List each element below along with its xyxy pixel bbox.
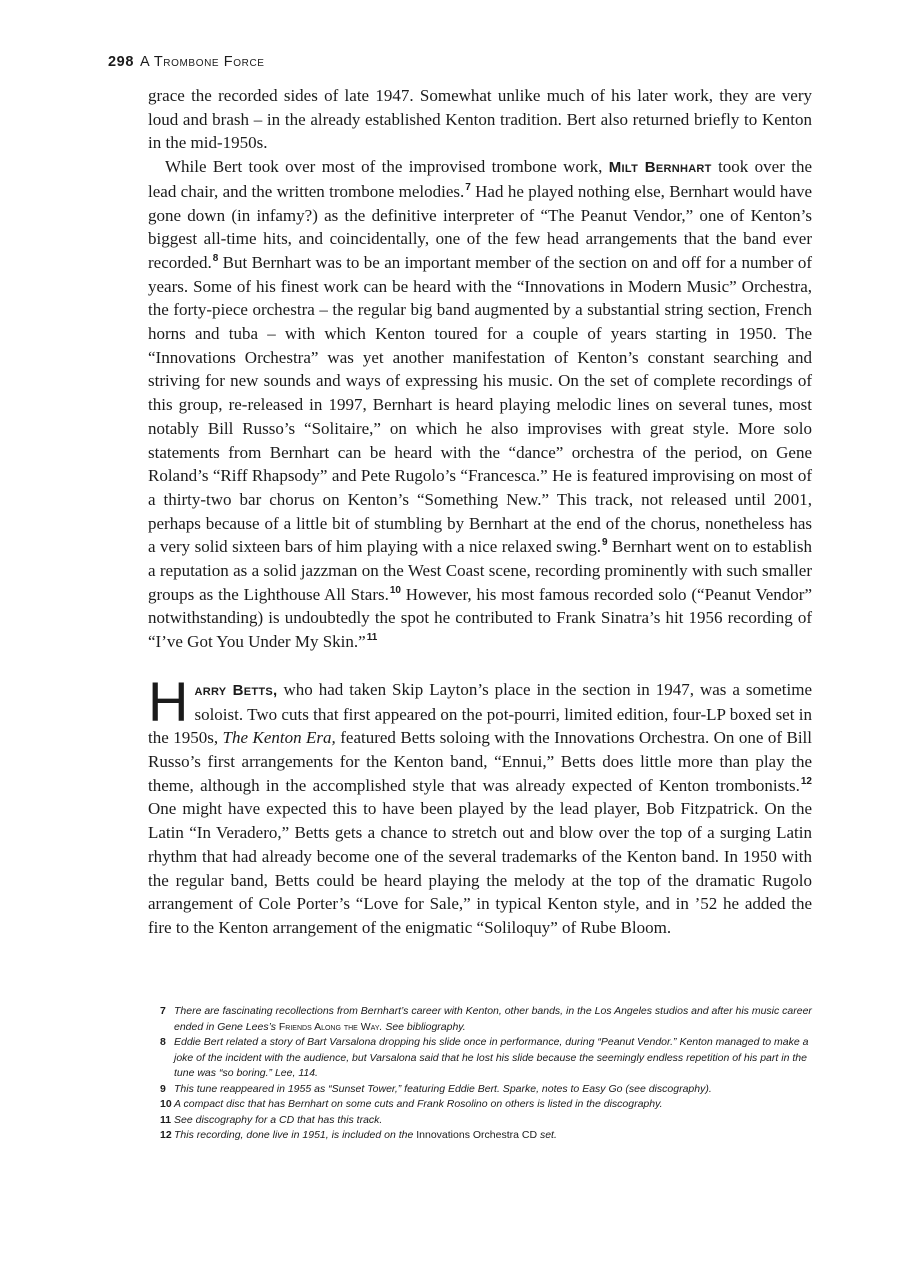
footnote-text: Eddie Bert related a story of Bart Varsalona dropping his slide once in performance, during “Peanut Vendor.” Kenton managed to make a joke of the incident with the audience, but Varsalona said that he lost his slide because the seemingly endless repetition of his part in the tune was “so boring.” Lee, 114.: [174, 1036, 809, 1079]
footnote-ref-9: 9: [602, 537, 608, 549]
cd-title-innovations-orchestra: Innovations Orchestra CD: [416, 1129, 538, 1141]
footnote-number: 7: [160, 1005, 166, 1017]
p2-text-4: But Bernhart was to be an important member of the section on and off for a number of years. Some of his finest work can be heard with the “Innovations in Modern Music” Orchestra, the forty-piece orchestra – the regular big band augmented by a substantial string section, French horns and tuba – with which Kenton toured for a couple of years starting in 1950. The “Innovations Orchestra” was yet another manifestation of Kenton’s constant searching and striving for new sounds and ways of expressing his music. On the set of complete recordings of this group, re-released in 1997, Bernhart is heard playing melodic lines on several tunes, most notably Bill Russo’s “Solitaire,” on which he also improvises with great style. More solo statements from Bernhart can be heard with the “dance” orchestra of the period, on Gene Roland’s “Riff Rhapsody” and Pete Rugolo’s “Francesca.” He is featured improvising on most of a thirty-two bar chorus on Kenton’s “Something New.” This track, not released until 2001, perhaps because of a little bit of stumbling by Bernhart at the end of the chorus, nonetheless has a very solid sixteen bars of him playing with a nice relaxed swing.: [148, 252, 812, 557]
footnote-ref-8: 8: [212, 252, 219, 264]
p2-text-2: took over the lead chair, and the written trombone melodies.: [148, 157, 812, 201]
footnote-text-part: This recording, done live in 1951, is included on the: [174, 1129, 417, 1141]
footnote-9: [160, 1082, 812, 1098]
paragraph-2: [148, 155, 812, 654]
p2-text-5: Bernhart went on to establish a reputation as a solid jazzman on the West Coast scene, recording prominently with such smaller groups as the Lighthouse All Stars.: [148, 537, 812, 604]
paragraph-1: grace the recorded sides of late 1947. Somewhat unlike much of his later work, they are very loud and brash – in the already established Kenton tradition. Bert also returned briefly to Kenton in the mid-1950s.: [148, 86, 812, 153]
footnote-number: 11: [160, 1113, 172, 1126]
footnote-12: [160, 1128, 812, 1144]
paragraph-3: [148, 669, 812, 940]
footnote-text: A compact disc that has Bernhart on some cuts and Frank Rosolino on others is listed in the discography.: [174, 1098, 663, 1110]
footnote-ref-7: 7: [465, 181, 471, 193]
book-title-friends-along-the-way: Friends Along the Way: [278, 1020, 380, 1033]
footnote-number: 12: [160, 1129, 172, 1141]
footnote-number: 10: [160, 1098, 172, 1110]
footnote-ref-12: 12: [800, 775, 812, 787]
footnote-number: 8: [160, 1036, 166, 1048]
book-title: A Trombone Force: [140, 54, 265, 70]
footnote-text-part: . See bibliography.: [379, 1020, 466, 1033]
footnotes: [160, 1004, 812, 1144]
album-title: The Kenton Era,: [222, 728, 336, 748]
footnote-11: [160, 1113, 812, 1129]
body-text: [148, 84, 812, 940]
footnote-7: [160, 1004, 812, 1035]
p3-text-3: One might have expected this to have been played by the lead player, Bob Fitzpatrick. On the Latin “In Veradero,” Betts gets a chance to stretch out and blow over the top of a surging Latin rhythm that had already become one of the several trademarks of the Kenton band. In 1950 with the regular band, Betts could be heard playing the melody at the top of the dramatic Rugolo arrangement of Cole Porter’s “Love for Sale,” in typical Kenton style, and in ’52 he added the fire to the Kenton arrangement of the enigmatic “Soliloquy” of Rube Bloom.: [148, 799, 812, 937]
footnote-text-part: There are fascinating recollections from Bernhart’s career with Kenton, other bands, in the Los Angeles studios and after his music career ended in Gene Lees’s: [174, 1005, 812, 1033]
p2-text-3: Had he played nothing else, Bernhart would have gone down (in infamy?) as the definitive interpreter of “The Peanut Vendor,” one of Kenton’s biggest all-time hits, and coincidentally, one of the few head arrangements that the band ever recorded.: [148, 181, 813, 272]
p3-text-2: featured Betts soloing with the Innovations Orchestra. On one of Bill Russo’s first arrangements for the Kenton band, “Ennui,” Betts does little more than play the theme, although in the accomplished style that was already expected of Kenton trombonists.: [148, 728, 812, 795]
name-milt-bernhart: Milt Bernhart: [608, 159, 712, 177]
footnote-text: See discography for a CD that has this track.: [174, 1113, 383, 1126]
footnote-text: [174, 1004, 812, 1035]
page-number: 298: [108, 54, 134, 70]
name-harry-betts: arry Betts,: [194, 681, 278, 699]
footnote-text: [174, 1128, 557, 1144]
footnote-ref-10: 10: [389, 584, 401, 596]
footnote-text: This tune reappeared in 1955 as “Sunset Tower,” featuring Eddie Bert. Sparke, notes to Easy Go (see discography).: [174, 1082, 712, 1095]
p2-text-1: While Bert took over most of the improvised trombone work,: [165, 157, 609, 177]
p2-text-6: However, his most famous recorded solo (“Peanut Vendor” notwithstanding) is undoubtedly the spot he contributed to Frank Sinatra’s hit 1956 recording of “I’ve Got You Under My Skin.”: [148, 584, 813, 652]
footnote-text-part: set.: [537, 1129, 557, 1141]
footnote-number: 9: [160, 1082, 166, 1095]
drop-cap: H: [148, 669, 189, 733]
running-head: [108, 54, 265, 70]
footnote-8: [160, 1035, 812, 1082]
footnote-ref-11: 11: [366, 632, 378, 644]
footnote-10: [160, 1097, 812, 1113]
p3-text-1: who had taken Skip Layton’s place in the section in 1947, was a sometime soloist. Two cuts that first appeared on the pot-pourri, limited edition, four-LP boxed set in the 1950s,: [148, 679, 812, 748]
